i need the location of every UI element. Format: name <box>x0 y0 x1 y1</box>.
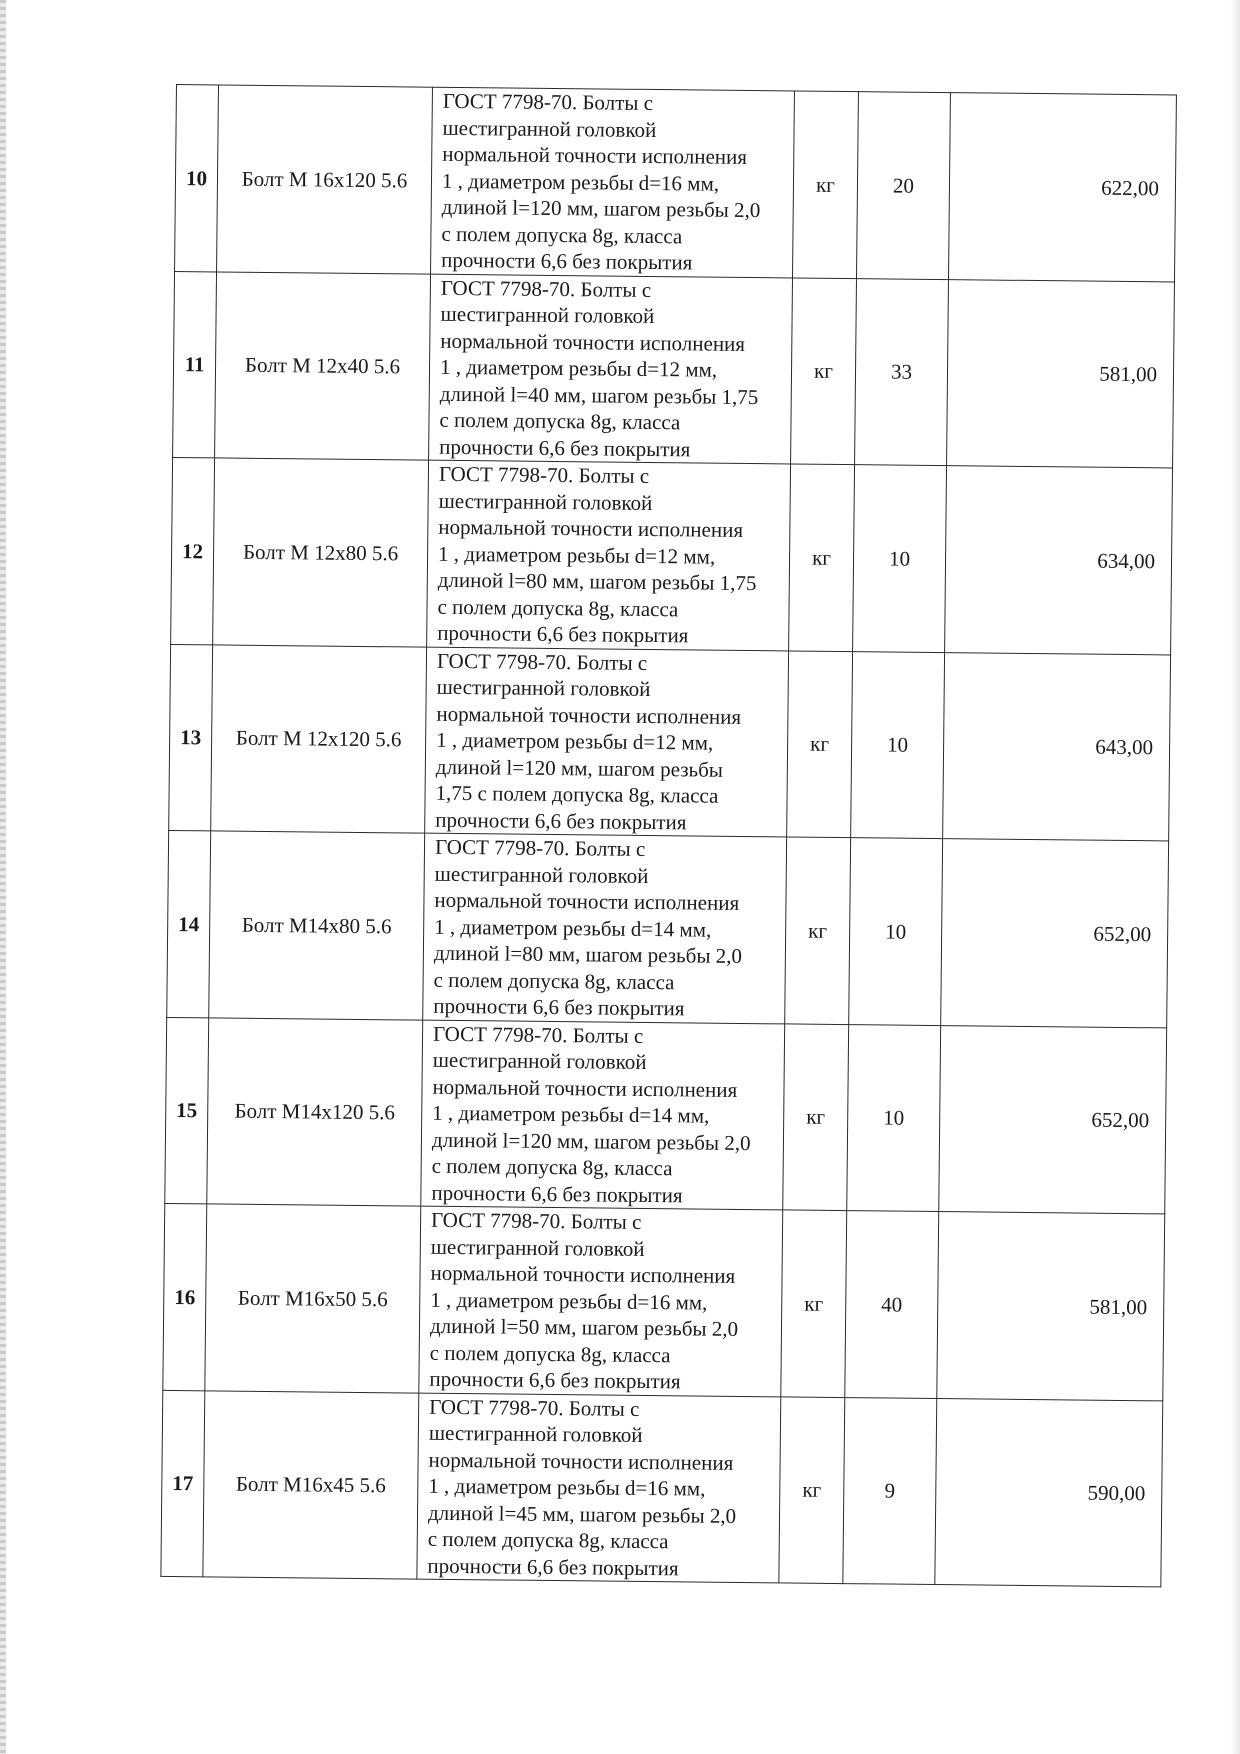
description-line: 1 , диаметром резьбы d=14 мм, <box>434 914 712 942</box>
description-line: длиной l=45 мм, шагом резьбы 2,0 <box>427 1500 737 1528</box>
description-line: шестигранной головкой <box>428 1420 643 1447</box>
table-row <box>167 830 1169 1027</box>
item-unit: кг <box>779 1396 845 1583</box>
item-description <box>431 87 795 277</box>
description-line: прочности 6,6 без покрытия <box>433 993 685 1021</box>
item-name: Болт М 12х40 5.6 <box>215 271 431 460</box>
item-price: 581,00 <box>947 279 1175 468</box>
description-line: ГОСТ 7798-70. Болты с <box>434 834 646 861</box>
row-number: 12 <box>171 457 215 644</box>
description-line: прочности 6,6 без покрытия <box>441 247 693 275</box>
item-price: 652,00 <box>939 1025 1167 1214</box>
item-quantity: 10 <box>849 838 943 1025</box>
item-quantity: 10 <box>847 1024 941 1211</box>
item-unit: кг <box>781 1210 847 1397</box>
table-body <box>161 85 1177 1587</box>
description-line: ГОСТ 7798-70. Болты с <box>440 275 652 302</box>
item-unit: кг <box>793 91 859 278</box>
description-line: 1 , диаметром резьбы d=16 мм, <box>430 1287 708 1315</box>
description-line: прочности 6,6 без покрытия <box>427 1553 679 1580</box>
item-quantity: 20 <box>857 92 951 279</box>
description-line: 1 , диаметром резьбы d=12 мм, <box>439 354 718 382</box>
specification-table <box>160 84 1177 1587</box>
row-number: 11 <box>173 271 217 458</box>
item-name: Болт М 12х120 5.6 <box>211 644 427 833</box>
description-line: 1 , диаметром резьбы d=12 мм, <box>436 727 714 755</box>
description-line: прочности 6,6 без покрытия <box>431 1180 683 1207</box>
description-line: с полем допуска 8g, класса <box>429 1340 671 1367</box>
description-line: нормальной точности исполнения <box>440 328 746 356</box>
table-row <box>163 1203 1165 1400</box>
scan-edge <box>0 0 6 1754</box>
item-name: Болт М16х50 5.6 <box>205 1204 421 1393</box>
description-line: ГОСТ 7798-70. Болты с <box>432 1021 644 1048</box>
description-line: длиной l=120 мм, шагом резьбы 2,0 <box>441 194 761 223</box>
description-line: шестигранной головкой <box>432 1047 647 1074</box>
description-line: длиной l=80 мм, шагом резьбы 2,0 <box>433 940 743 968</box>
description-line: 1 , диаметром резьбы d=16 мм, <box>428 1473 706 1501</box>
item-unit: кг <box>785 837 851 1024</box>
description-line: нормальной точности исполнения <box>438 514 744 542</box>
description-line: длиной l=40 мм, шагом резьбы 1,75 <box>439 381 759 409</box>
item-unit: кг <box>787 650 853 837</box>
item-name: Болт М16х45 5.6 <box>203 1390 419 1579</box>
row-number: 10 <box>175 85 219 272</box>
row-number: 15 <box>165 1017 209 1204</box>
item-quantity: 10 <box>853 465 947 652</box>
description-line: длиной l=80 мм, шагом резьбы 1,75 <box>437 567 757 596</box>
item-price: 652,00 <box>941 839 1169 1028</box>
page-edge-shadow <box>1230 0 1240 1754</box>
description-line: прочности 6,6 без покрытия <box>435 807 687 834</box>
item-description <box>417 1393 781 1583</box>
description-line: шестигранной головкой <box>440 301 655 329</box>
item-quantity: 40 <box>845 1211 939 1398</box>
row-number: 16 <box>163 1203 207 1390</box>
row-number: 17 <box>161 1390 205 1577</box>
description-line: длиной l=120 мм, шагом резьбы 2,0 <box>431 1127 751 1155</box>
item-description <box>425 647 789 837</box>
description-line: нормальной точности исполнения <box>442 141 748 169</box>
description-line: нормальной точности исполнения <box>428 1447 734 1475</box>
table-row <box>165 1017 1167 1214</box>
description-line: длиной l=120 мм, шагом резьбы <box>435 754 724 782</box>
description-line: длиной l=50 мм, шагом резьбы 2,0 <box>429 1313 739 1341</box>
item-quantity: 10 <box>851 651 945 838</box>
table-row <box>161 1390 1163 1587</box>
item-name: Болт М 16х120 5.6 <box>217 85 433 274</box>
item-price: 581,00 <box>937 1212 1165 1401</box>
description-line: шестигранной головкой <box>442 115 657 142</box>
description-line: ГОСТ 7798-70. Болты с <box>429 1394 640 1421</box>
item-name: Болт М14х80 5.6 <box>209 831 425 1020</box>
description-line: 1 , диаметром резьбы d=16 мм, <box>441 168 720 196</box>
description-line: ГОСТ 7798-70. Болты с <box>442 88 654 115</box>
table-row <box>171 457 1173 654</box>
item-unit: кг <box>789 464 855 651</box>
item-quantity: 9 <box>843 1397 937 1584</box>
description-line: нормальной точности исполнения <box>430 1260 736 1288</box>
item-unit: кг <box>791 277 857 464</box>
item-name: Болт М14х120 5.6 <box>207 1017 423 1206</box>
row-number: 14 <box>167 830 211 1017</box>
item-price: 622,00 <box>948 93 1176 282</box>
description-line: с полем допуска 8g, класса <box>441 221 683 248</box>
description-line: нормальной точности исполнения <box>432 1074 738 1102</box>
description-line: с полем допуска 8g, класса <box>437 594 679 621</box>
description-line: прочности 6,6 без покрытия <box>429 1366 681 1394</box>
description-line: с полем допуска 8g, класса <box>431 1153 673 1181</box>
description-line: прочности 6,6 без покрытия <box>437 620 689 648</box>
item-unit: кг <box>783 1023 849 1210</box>
description-line: ГОСТ 7798-70. Болты с <box>430 1207 642 1234</box>
description-line: с полем допуска 8g, класса <box>439 407 681 435</box>
description-line: шестигранной головкой <box>434 861 649 888</box>
description-line: 1,75 с полем допуска 8g, класса <box>435 780 719 808</box>
description-line: шестигранной головкой <box>436 674 651 702</box>
description-line: прочности 6,6 без покрытия <box>439 434 691 461</box>
table-row <box>169 644 1171 841</box>
description-line: нормальной точности исполнения <box>434 887 740 915</box>
row-number: 13 <box>169 644 213 831</box>
item-description <box>421 1020 785 1210</box>
description-line: ГОСТ 7798-70. Болты с <box>436 648 648 675</box>
item-price: 643,00 <box>943 652 1171 841</box>
description-line: ГОСТ 7798-70. Болты с <box>438 461 650 488</box>
description-line: с полем допуска 8g, класса <box>427 1526 669 1554</box>
description-line: шестигранной головкой <box>438 488 653 515</box>
description-line: с полем допуска 8g, класса <box>433 967 675 994</box>
table-row <box>173 271 1175 468</box>
item-name: Болт М 12х80 5.6 <box>213 458 429 647</box>
table-row <box>175 85 1177 282</box>
item-price: 590,00 <box>935 1398 1163 1587</box>
description-line: шестигранной головкой <box>430 1234 645 1261</box>
item-description <box>419 1206 783 1396</box>
item-description <box>429 274 793 464</box>
description-line: 1 , диаметром резьбы d=14 мм, <box>432 1100 710 1128</box>
item-description <box>423 833 787 1023</box>
description-line: нормальной точности исполнения <box>436 701 742 729</box>
item-price: 634,00 <box>945 466 1173 655</box>
item-description <box>427 460 791 650</box>
description-line: 1 , диаметром резьбы d=12 мм, <box>437 541 716 569</box>
item-quantity: 33 <box>855 278 949 465</box>
